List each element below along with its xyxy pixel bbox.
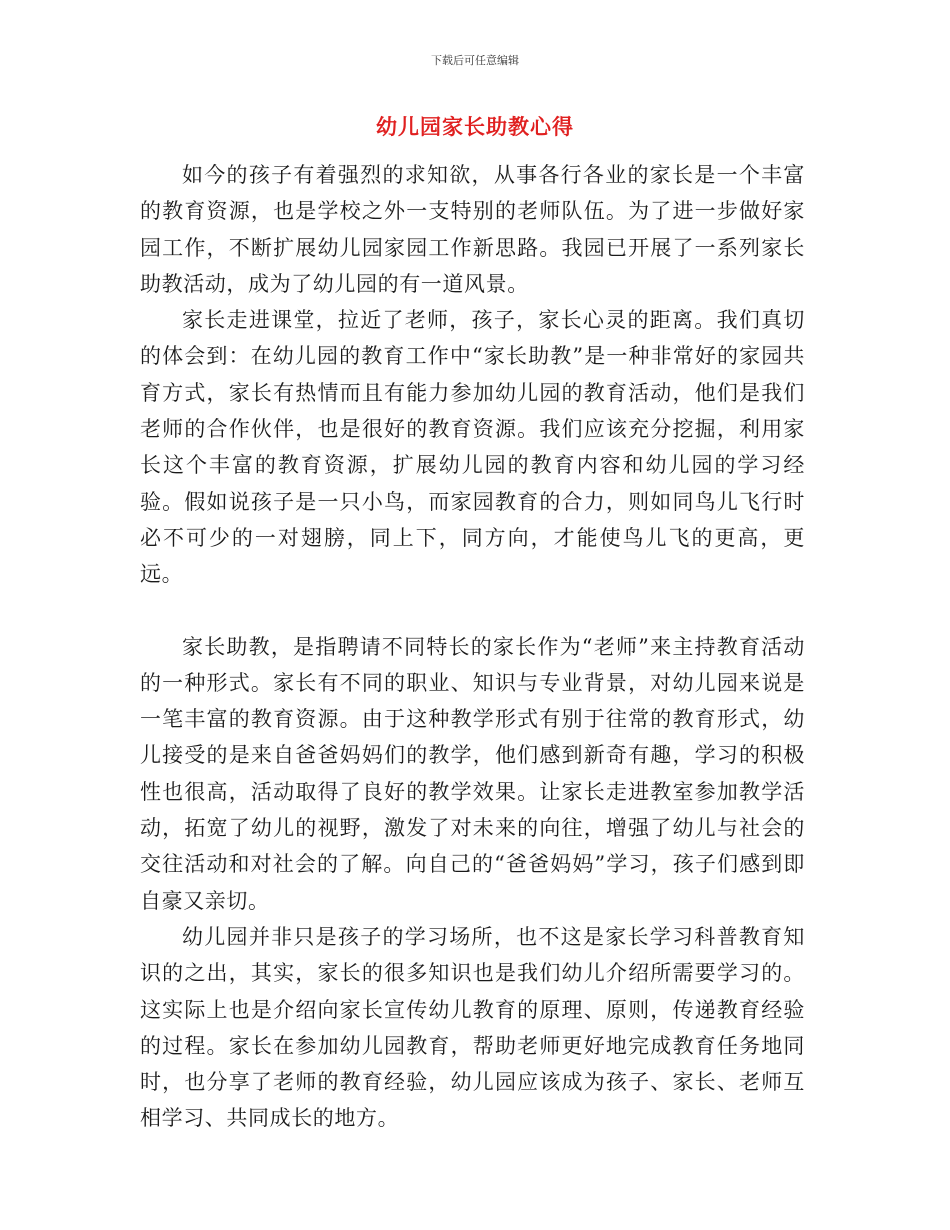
paragraph-4: 幼儿园并非只是孩子的学习场所，也不这是家长学习科普教育知识的之出，其实，家长的很多知识也是我们幼儿介绍所需要学习的。这实际上也是介绍向家长宣传幼儿教育的原理、原则，传递教育经验的过程。家长在参加幼儿园教育，帮助老师更好地完成教育任务地同时，也分享了老师的教育经验，幼儿园应该成为孩子、家长、老师互相学习、共同成长的地方。 xyxy=(140,924,805,1131)
page-header-note: 下载后可任意编辑 xyxy=(431,54,519,67)
paragraph-2: 家长走进课堂，拉近了老师，孩子，家长心灵的距离。我们真切的体会到：在幼儿园的教育工作中“家长助教”是一种非常好的家园共育方式，家长有热情而且有能力参加幼儿园的教育活动，他们是我们老师的合作伙伴，也是很好的教育资源。我们应该充分挖掘，利用家长这个丰富的教育资源，扩展幼儿园的教育内容和幼儿园的学习经验。假如说孩子是一只小鸟，而家园教育的合力，则如同鸟儿飞行时必不可少的一对翅膀，同上下，同方向，才能使鸟儿飞的更高，更远。 xyxy=(140,308,805,587)
paragraph-spacer xyxy=(140,593,805,629)
paragraph-3: 家长助教，是指聘请不同特长的家长作为“老师”来主持教育活动的一种形式。家长有不同的职业、知识与专业背景，对幼儿园来说是一笔丰富的教育资源。由于这种教学形式有别于往常的教育形式，幼儿接受的是来自爸爸妈妈们的教学，他们感到新奇有趣，学习的积极性也很高，活动取得了良好的教学效果。让家长走进教室参加教学活动，拓宽了幼儿的视野，激发了对未来的向往，增强了幼儿与社会的交往活动和对社会的了解。向自己的“爸爸妈妈”学习，孩子们感到即自豪又亲切。 xyxy=(140,634,805,913)
document-title: 幼儿园家长助教心得 xyxy=(376,114,574,139)
paragraph-1: 如今的孩子有着强烈的求知欲，从事各行各业的家长是一个丰富的教育资源，也是学校之外一支特别的老师队伍。为了进一步做好家园工作，不断扩展幼儿园家园工作新思路。我园已开展了一系列家长助教活动，成为了幼儿园的有一道风景。 xyxy=(140,163,805,296)
document-body xyxy=(140,157,805,1137)
